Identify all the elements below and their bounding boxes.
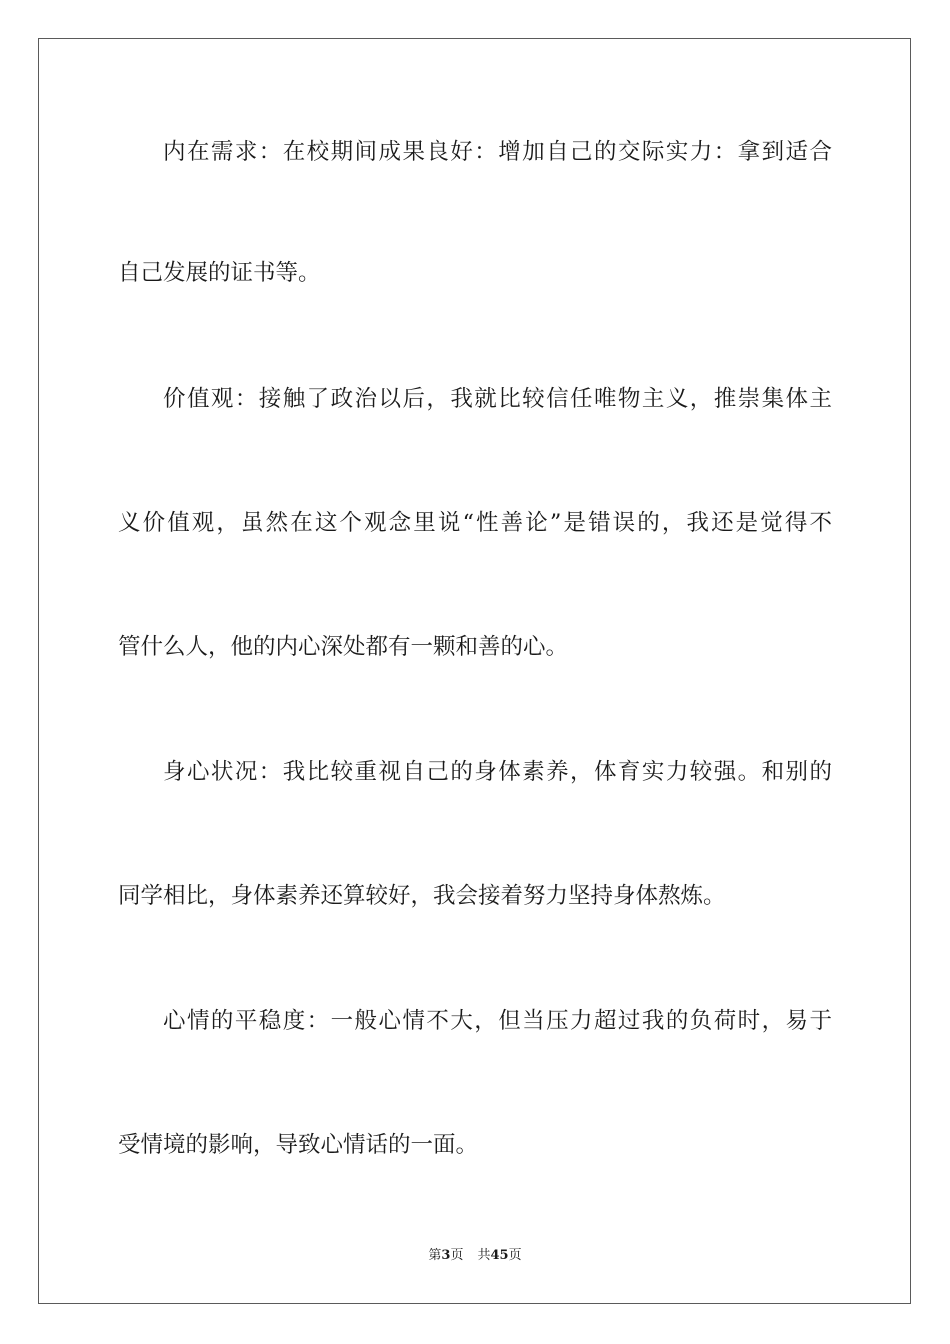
page-footer bbox=[0, 1247, 950, 1265]
page-number: 3 bbox=[441, 1248, 451, 1263]
total-pages: 45 bbox=[490, 1248, 509, 1263]
paragraph-line: 身心状况：我比较重视自己的身体素养，体育实力较强。和别的 bbox=[163, 759, 832, 785]
page-border bbox=[38, 38, 911, 1304]
page-suffix: 页 bbox=[450, 1248, 464, 1263]
paragraph-line: 同学相比，身体素养还算较好，我会接着努力坚持身体熬炼。 bbox=[118, 883, 726, 909]
paragraph-line: 管什么人，他的内心深处都有一颗和善的心。 bbox=[118, 634, 569, 660]
paragraph-line: 心情的平稳度：一般心情不大，但当压力超过我的负荷时，易于 bbox=[163, 1008, 832, 1034]
total-suffix: 页 bbox=[508, 1248, 522, 1263]
page-prefix: 第 bbox=[428, 1248, 442, 1263]
paragraph-line: 内在需求：在校期间成果良好：增加自己的交际实力：拿到适合 bbox=[163, 139, 832, 165]
paragraph-line: 受情境的影响，导致心情话的一面。 bbox=[118, 1132, 479, 1158]
total-prefix: 共 bbox=[477, 1248, 491, 1263]
paragraph-line: 自己发展的证书等。 bbox=[118, 260, 321, 286]
paragraph-line: 义价值观，虽然在这个观念里说“性善论”是错误的，我还是觉得不 bbox=[118, 510, 832, 536]
paragraph-line: 价值观：接触了政治以后，我就比较信任唯物主义，推崇集体主 bbox=[163, 386, 832, 412]
